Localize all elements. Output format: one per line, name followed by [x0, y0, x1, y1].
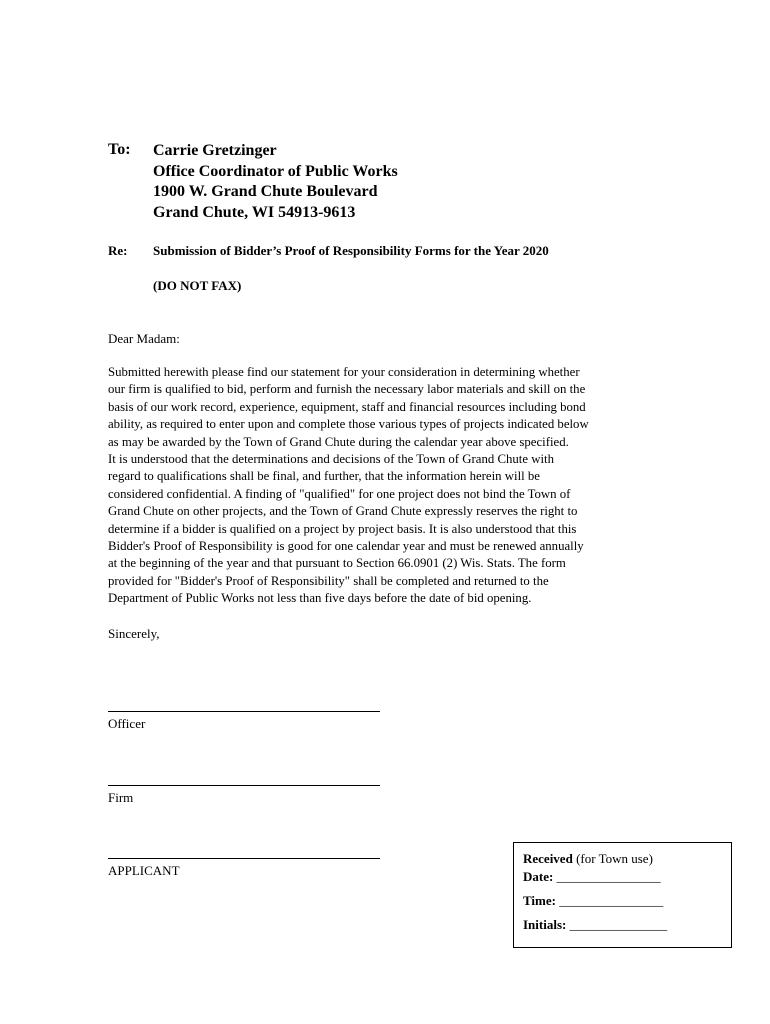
to-label: To:: [108, 141, 131, 158]
recipient-address-block: [153, 141, 398, 223]
firm-signature-line[interactable]: [108, 785, 380, 786]
letter-body: [108, 364, 668, 608]
time-blank[interactable]: ________________: [555, 893, 664, 908]
date-label: Date:: [523, 869, 554, 884]
officer-label: Officer: [108, 716, 146, 731]
re-subject: Submission of Bidder’s Proof of Responsibility Forms for the Year 2020: [153, 243, 549, 258]
body-line: ability, as required to enter upon and complete those various types of projects indicated below: [108, 417, 589, 432]
recipient-name: Carrie Gretzinger: [153, 142, 277, 159]
received-time-row[interactable]: [523, 892, 731, 916]
body-line: Grand Chute on other projects, and the Town of Grand Chute expressly reserves the right to: [108, 504, 578, 519]
body-line: Submitted herewith please find our statement for your consideration in determining whether: [108, 365, 580, 379]
applicant-signature-line[interactable]: [108, 858, 380, 859]
body-line: at the beginning of the year and that pursuant to Section 66.0901 (2) Wis. Stats. The form: [108, 556, 566, 571]
time-label: Time:: [523, 893, 556, 908]
body-line: basis of our work record, experience, equipment, staff and financial resources including bond: [108, 399, 586, 414]
received-heading: [523, 850, 731, 868]
body-line: regard to qualifications shall be final, and further, that the information herein will be: [108, 469, 540, 484]
officer-signature-line[interactable]: [108, 711, 380, 712]
body-line: as may be awarded by the Town of Grand Chute during the calendar year above specified.: [108, 434, 569, 449]
received-for-town-use-box: [513, 842, 732, 948]
applicant-label: APPLICANT: [108, 863, 180, 878]
salutation: Dear Madam:: [108, 331, 180, 346]
firm-label: Firm: [108, 790, 134, 805]
recipient-city: Grand Chute, WI 54913-9613: [153, 203, 356, 221]
received-heading-rest: (for Town use): [572, 851, 653, 866]
body-line: our firm is qualified to bid, perform and furnish the necessary labor materials and skill on the: [108, 382, 586, 397]
body-line: Bidder's Proof of Responsibility is good for one calendar year and must be renewed annually: [108, 539, 584, 554]
received-initials-row[interactable]: [523, 916, 731, 940]
body-line: It is understood that the determinations and decisions of the Town of Grand Chute with: [108, 452, 554, 467]
body-line: determine if a bidder is qualified on a project by project basis. It is also understood that this: [108, 521, 577, 536]
received-heading-bold: Received: [523, 851, 573, 866]
body-line: Department of Public Works not less than five days before the date of bid opening.: [108, 591, 532, 606]
initials-label: Initials:: [523, 917, 567, 932]
re-label: Re:: [108, 243, 128, 258]
date-blank[interactable]: ________________: [553, 869, 661, 884]
received-date-row[interactable]: [523, 868, 731, 892]
do-not-fax-note: (DO NOT FAX): [153, 278, 242, 293]
recipient-title: Office Coordinator of Public Works: [153, 162, 398, 180]
recipient-street: 1900 W. Grand Chute Boulevard: [153, 183, 378, 200]
body-line: considered confidential. A finding of "qualified" for one project does not bind the Town of: [108, 486, 571, 501]
closing: Sincerely,: [108, 626, 160, 641]
initials-blank[interactable]: _______________: [566, 917, 668, 932]
body-line: provided for "Bidder's Proof of Responsibility" shall be completed and returned to the: [108, 573, 549, 588]
